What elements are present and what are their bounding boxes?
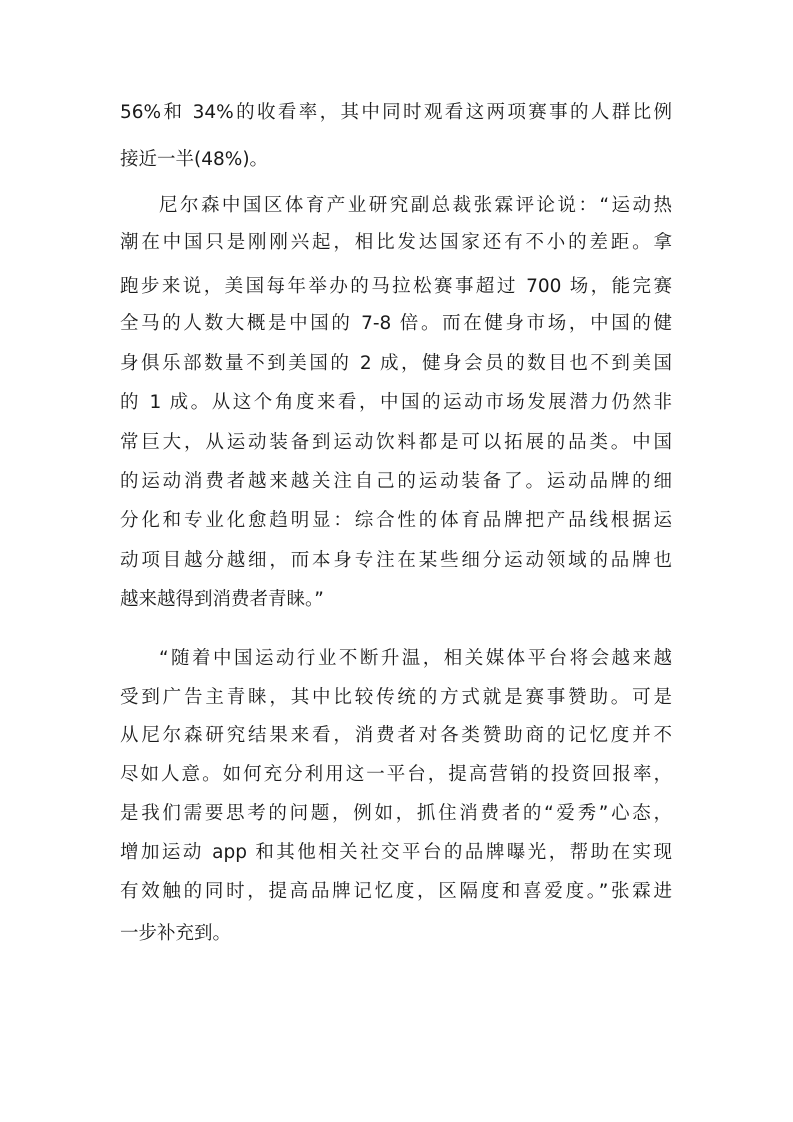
paragraph-3-line-8: 一步补充到。: [120, 923, 232, 944]
paragraph-2-line-11: 越来越得到消费者青睐。”: [120, 589, 324, 610]
paragraph-2-line-1: 尼尔森中国区体育产业研究副总裁张霖评论说：“运动热: [159, 195, 672, 216]
paragraph-2-line-3: 跑步来说，美国每年举办的马拉松赛事超过 700 场，能完赛: [120, 276, 672, 297]
paragraph-3-line-7: 有效触的同时，提高品牌记忆度，区隔度和喜爱度。”张霖进: [120, 881, 672, 902]
paragraph-3-line-3: 从尼尔森研究结果来看，消费者对各类赞助商的记忆度并不: [120, 725, 672, 746]
paragraph-2-line-5: 身俱乐部数量不到美国的 2 成，健身会员的数目也不到美国: [120, 353, 672, 374]
paragraph-2-line-9: 分化和专业化愈趋明显：综合性的体育品牌把产品线根据运: [120, 510, 672, 531]
paragraph-3-line-2: 受到广告主青睐，其中比较传统的方式就是赛事赞助。可是: [120, 687, 672, 708]
paragraph-3-line-4: 尽如人意。如何充分利用这一平台，提高营销的投资回报率，: [120, 764, 672, 785]
paragraph-1-line-1: 56%和 34%的收看率，其中同时观看这两项赛事的人群比例: [120, 102, 672, 123]
paragraph-3-line-1: “随着中国运动行业不断升温，相关媒体平台将会越来越: [159, 648, 672, 669]
paragraph-3-line-6: 增加运动 app 和其他相关社交平台的品牌曝光，帮助在实现: [120, 842, 672, 863]
paragraph-1-line-2: 接近一半(48%)。: [120, 149, 269, 170]
paragraph-2-line-6: 的 1 成。从这个角度来看，中国的运动市场发展潜力仍然非: [120, 392, 672, 413]
paragraph-2-line-2: 潮在中国只是刚刚兴起，相比发达国家还有不小的差距。拿: [120, 232, 672, 253]
paragraph-2-line-4: 全马的人数大概是中国的 7-8 倍。而在健身市场，中国的健: [120, 313, 672, 334]
paragraph-2-line-8: 的运动消费者越来越关注自己的运动装备了。运动品牌的细: [120, 471, 672, 492]
paragraph-2-line-10: 动项目越分越细，而本身专注在某些细分运动领域的品牌也: [120, 550, 672, 571]
paragraph-3-line-5: 是我们需要思考的问题，例如，抓住消费者的“爱秀”心态，: [120, 803, 672, 824]
paragraph-2-line-7: 常巨大，从运动装备到运动饮料都是可以拓展的品类。中国: [120, 432, 672, 453]
